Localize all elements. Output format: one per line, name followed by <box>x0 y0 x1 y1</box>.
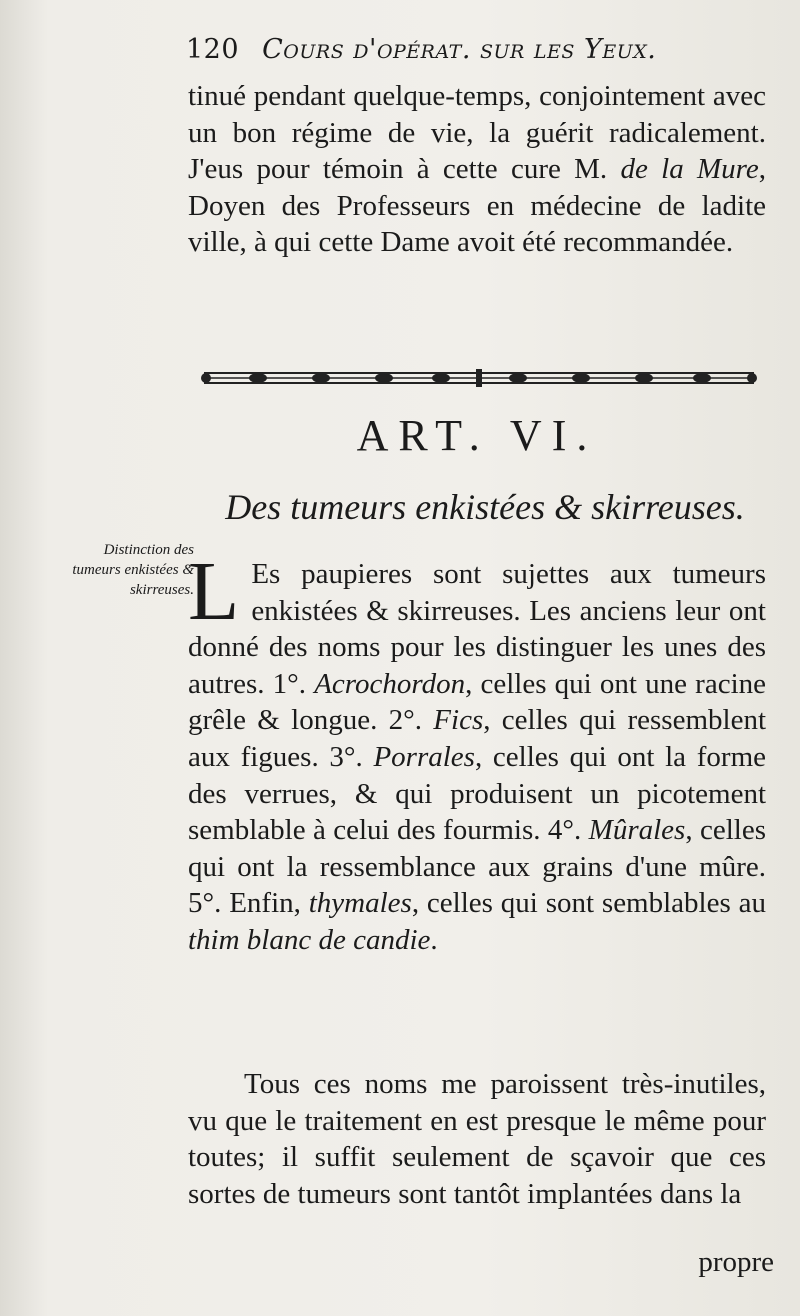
ornamental-rule <box>196 366 762 390</box>
top-paragraph <box>188 78 766 261</box>
page-number: 120 <box>186 34 240 65</box>
term-italic: Acrochordon <box>314 667 466 700</box>
body-text: , celles qui ressemblent aux figues. 3°. <box>188 704 767 773</box>
term-italic: Mûrales <box>588 814 686 847</box>
body-text: , celles qui ont la ressemblance aux grains d'une mûre. 5°. Enfin, <box>188 814 766 920</box>
margin-note: Distinction des tumeurs enkistées & skirreuses. <box>72 542 194 598</box>
body-paragraph-2: Tous ces noms me paroissent très-inutiles, vu que le traitement en est presque le même pour toutes; il suffit seulement de sçavoir que ces sortes de tumeurs sont tantôt implantées dans la <box>188 1068 766 1210</box>
running-title: Cours d'opérat. sur les Yeux. <box>262 34 657 65</box>
article-heading: ART. VI. <box>356 411 598 460</box>
body-paragraph-1 <box>188 545 767 959</box>
term-italic: thymales <box>308 887 412 920</box>
term-italic: Fics <box>433 704 484 737</box>
term-italic: thim blanc de candie <box>188 923 431 956</box>
body-text: Es paupieres sont sujettes aux tumeurs enkistées & skirreuses. Les anciens leur ont donné des noms pour les distinguer les unes des autres. 1°. <box>188 558 766 700</box>
body-text: , celles qui ont une racine grêle & longue. 2°. <box>188 667 766 737</box>
body-text: , celles qui sont semblables au <box>411 887 766 920</box>
body-text: . <box>430 923 438 956</box>
catchword: propre <box>698 1246 774 1278</box>
body-text: , celles qui ont la forme des verrues, & qui produisent un picotement semblable à celui des fourmis. 4°. <box>188 740 766 847</box>
term-italic: Porrales <box>373 740 475 773</box>
dropcap: L <box>188 545 240 638</box>
top-paragraph-part-2: , Doyen des Professeurs en médecine de ladite ville, à qui cette Dame avoit été recommandée. <box>188 153 766 259</box>
top-paragraph-part-1: tinué pendant quelque-temps, conjointement avec un bon régime de vie, la guérit radicalement. J'eus pour témoin à cette cure M. <box>188 80 766 186</box>
top-paragraph-name: de la Mure <box>620 153 759 186</box>
running-head <box>186 34 776 65</box>
article-subtitle: Des tumeurs enkistées & skirreuses. <box>225 487 745 527</box>
